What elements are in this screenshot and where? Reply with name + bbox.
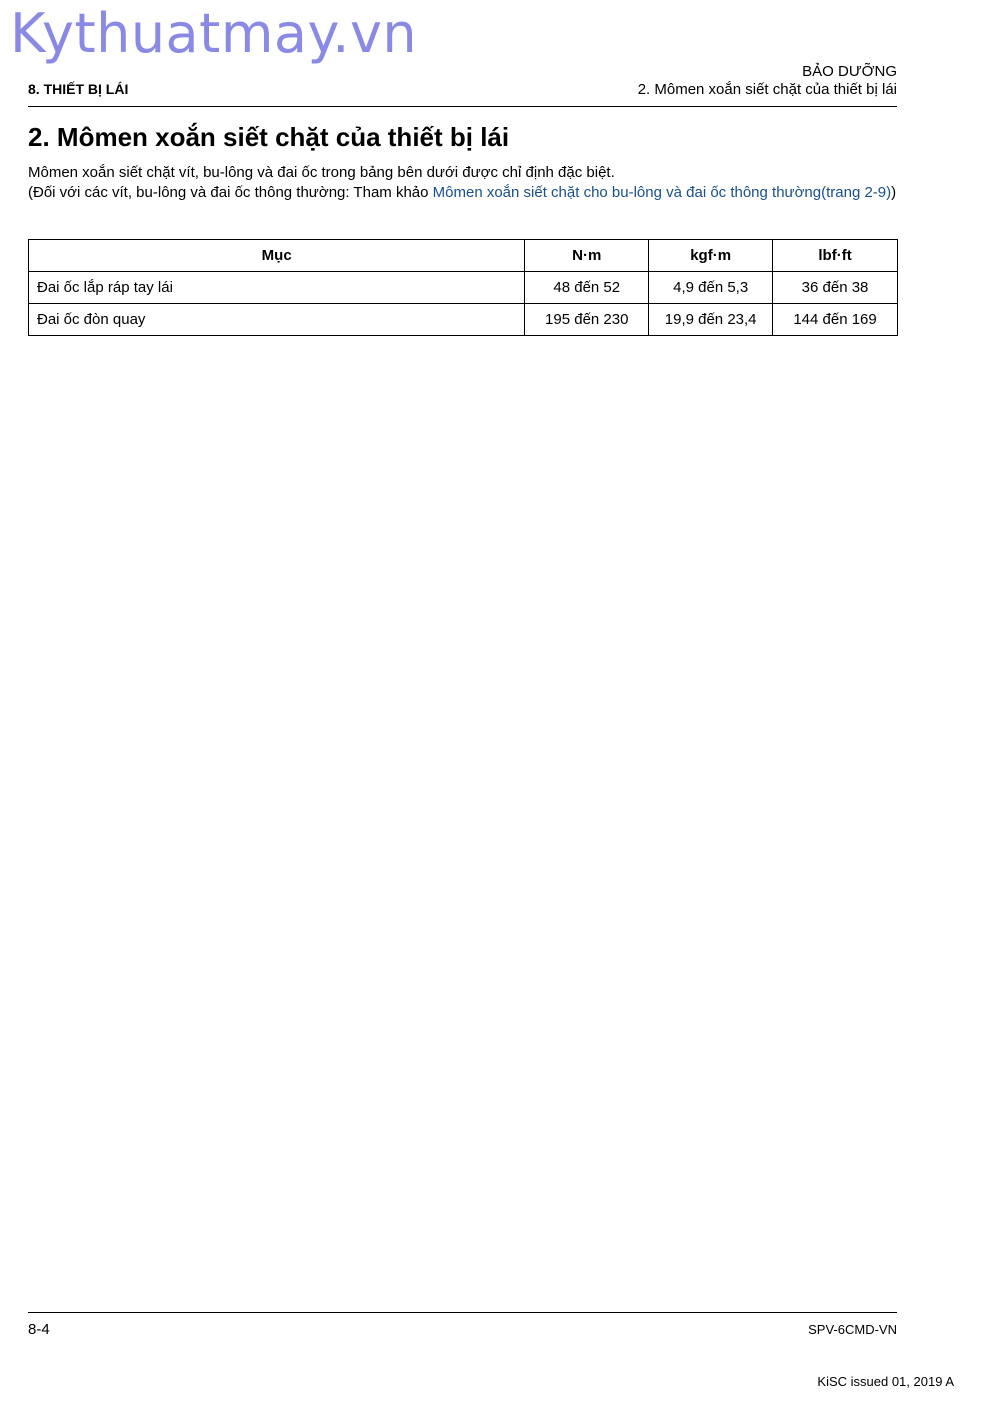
reference-link[interactable]: Mômen xoắn siết chặt cho bu-lông và đai ốc thông thường(trang 2-9) [432, 184, 892, 201]
header-lbfft: lbf·ft [773, 240, 898, 272]
intro-line-2-prefix: (Đối với các vít, bu-lông và đai ốc thông thường: Tham khảo [28, 184, 433, 201]
cell-kgfm: 19,9 đến 23,4 [649, 304, 773, 336]
torque-table [28, 239, 898, 336]
intro-line-1: Mômen xoắn siết chặt vít, bu-lông và đai ốc trong bảng bên dưới được chỉ định đặc biệt. [28, 164, 615, 181]
chapter-header: 8. THIẾT BỊ LÁI [28, 81, 129, 97]
intro-text [28, 163, 897, 203]
page-title: 2. Mômen xoắn siết chặt của thiết bị lái [28, 122, 510, 152]
footer-divider [28, 1312, 897, 1313]
document-code: SPV-6CMD-VN [808, 1322, 897, 1337]
section-header [638, 63, 897, 99]
header-item: Mục [29, 240, 525, 272]
header-kgfm: kgf·m [649, 240, 773, 272]
section-label: BẢO DƯỠNG [802, 63, 897, 80]
table-row [29, 304, 898, 336]
cell-nm: 195 đến 230 [525, 304, 649, 336]
table-header-row [29, 240, 898, 272]
issue-info: KiSC issued 01, 2019 A [817, 1374, 954, 1389]
cell-item: Đai ốc đòn quay [29, 304, 525, 336]
intro-line-2-suffix: ) [891, 184, 897, 201]
header-nm: N·m [525, 240, 649, 272]
cell-nm: 48 đến 52 [525, 272, 649, 304]
intro-line-2 [28, 183, 897, 203]
header-divider [28, 106, 897, 107]
table-row [29, 272, 898, 304]
cell-item: Đai ốc lắp ráp tay lái [29, 272, 525, 304]
cell-kgfm: 4,9 đến 5,3 [649, 272, 773, 304]
cell-lbfft: 144 đến 169 [773, 304, 898, 336]
subsection-label: 2. Mômen xoắn siết chặt của thiết bị lái [637, 81, 897, 98]
page-number: 8-4 [28, 1321, 50, 1338]
cell-lbfft: 36 đến 38 [773, 272, 898, 304]
watermark-logo: Kythuatmay.vn [10, 2, 418, 65]
